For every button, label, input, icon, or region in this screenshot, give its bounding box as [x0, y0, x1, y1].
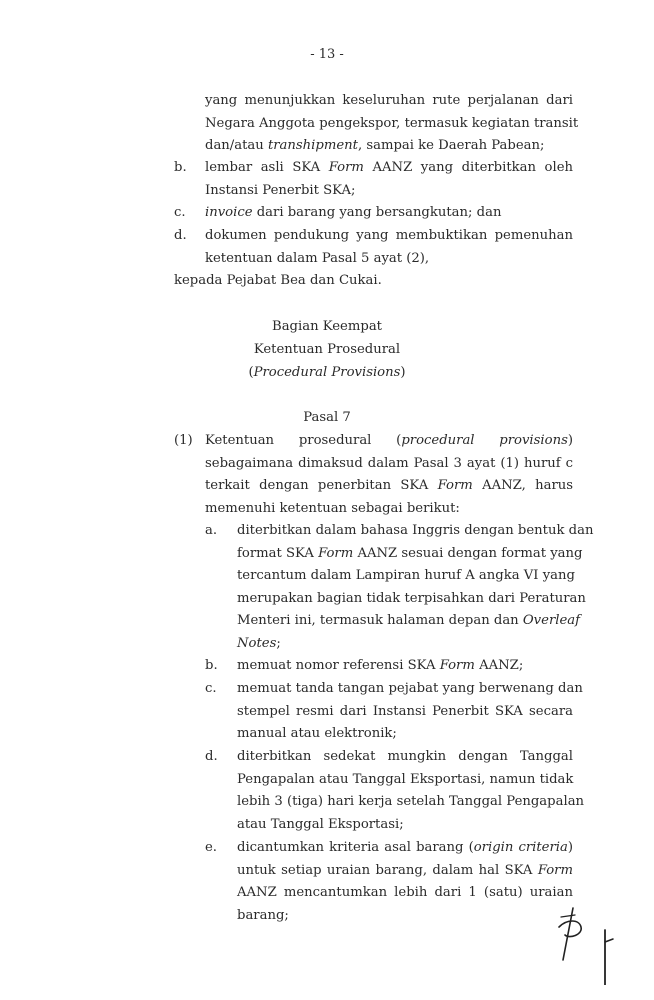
subitem-marker: d. [205, 749, 218, 764]
subitem-marker: e. [205, 840, 217, 855]
text-line: lembar asli SKA Form AANZ yang diterbitkan oleh [205, 160, 573, 175]
subitem-marker: b. [205, 658, 218, 673]
page-number: - 13 - [310, 47, 344, 62]
text-line: Instansi Penerbit SKA; [205, 182, 356, 198]
text-line: dan/atau transhipment, sampai ke Daerah Pabean; [205, 138, 545, 153]
continuation-paragraph [205, 90, 579, 158]
text-line: dicantumkan kriteria asal barang (origin criteria) [237, 840, 574, 855]
text-line: Ketentuan prosedural (procedural provisions) [205, 433, 573, 448]
list-marker: d. [174, 228, 187, 243]
text-line: diterbitkan dalam bahasa Inggris dengan bentuk dan [237, 523, 594, 538]
text-line: untuk setiap uraian barang, dalam hal SKA Form [237, 862, 573, 878]
subitem-e [237, 837, 573, 927]
closing-line: kepada Pejabat Bea dan Cukai. [174, 273, 382, 288]
article-paragraph-1 [205, 430, 573, 520]
text-line: tercantum dalam Lampiran huruf A angka VI yang [237, 568, 575, 583]
text-line: lebih 3 (tiga) hari kerja setelah Tanggal Pengapalan [237, 794, 585, 809]
subitem-d [237, 746, 585, 836]
text-line: manual atau elektronik; [237, 726, 397, 741]
article-title: Pasal 7 [303, 410, 351, 425]
text-line: format SKA Form AANZ sesuai dengan format yang [237, 545, 583, 561]
text-line: dokumen pendukung yang membuktikan pemenuhan [205, 228, 573, 243]
text-line: sebagaimana dimaksud dalam Pasal 3 ayat (1) huruf c [205, 455, 573, 471]
list-item-c [205, 202, 573, 225]
signature-initials-icon [545, 905, 635, 985]
text-line: diterbitkan sedekat mungkin dengan Tanggal [237, 749, 573, 764]
text-line: AANZ mencantumkan lebih dari 1 (satu) uraian [237, 885, 573, 900]
text-line: terkait dengan penerbitan SKA Form AANZ, harus [205, 478, 574, 493]
text-line: Negara Anggota pengekspor, termasuk kegiatan transit [205, 115, 579, 131]
text-line: stempel resmi dari Instansi Penerbit SKA secara [237, 703, 573, 719]
subitem-b [237, 655, 573, 678]
text-line: merupakan bagian tidak terpisahkan dari Peraturan [237, 590, 586, 606]
text-line: Notes; [237, 635, 281, 651]
subitem-a [237, 520, 594, 655]
section-subtitle-english: (Procedural Provisions) [248, 365, 406, 380]
text-line: atau Tanggal Eksportasi; [237, 816, 404, 832]
list-marker: c. [174, 205, 186, 220]
paragraph-marker: (1) [174, 433, 193, 448]
subitem-marker: a. [205, 523, 218, 538]
text-line: memuat tanda tangan pejabat yang berwenang dan [237, 681, 583, 696]
list-item-d [205, 225, 573, 270]
text-line: memenuhi ketentuan sebagai berikut: [205, 500, 460, 516]
subitem-c [237, 678, 583, 746]
text-line: ketentuan dalam Pasal 5 ayat (2), [205, 250, 430, 266]
text-line: barang; [237, 907, 289, 923]
text-line: invoice dari barang yang bersangkutan; dan [205, 205, 502, 220]
subitem-marker: c. [205, 681, 217, 696]
text-line: Pengapalan atau Tanggal Eksportasi, namun tidak [237, 771, 574, 787]
text-line: memuat nomor referensi SKA Form AANZ; [237, 658, 524, 673]
section-subtitle: Ketentuan Prosedural [253, 342, 401, 357]
section-title: Bagian Keempat [272, 319, 382, 334]
text-line: yang menunjukkan keseluruhan rute perjalanan dari [205, 93, 573, 108]
text-line: Menteri ini, termasuk halaman depan dan Overleaf [237, 613, 581, 628]
list-marker: b. [174, 160, 187, 175]
list-item-b [205, 157, 573, 202]
